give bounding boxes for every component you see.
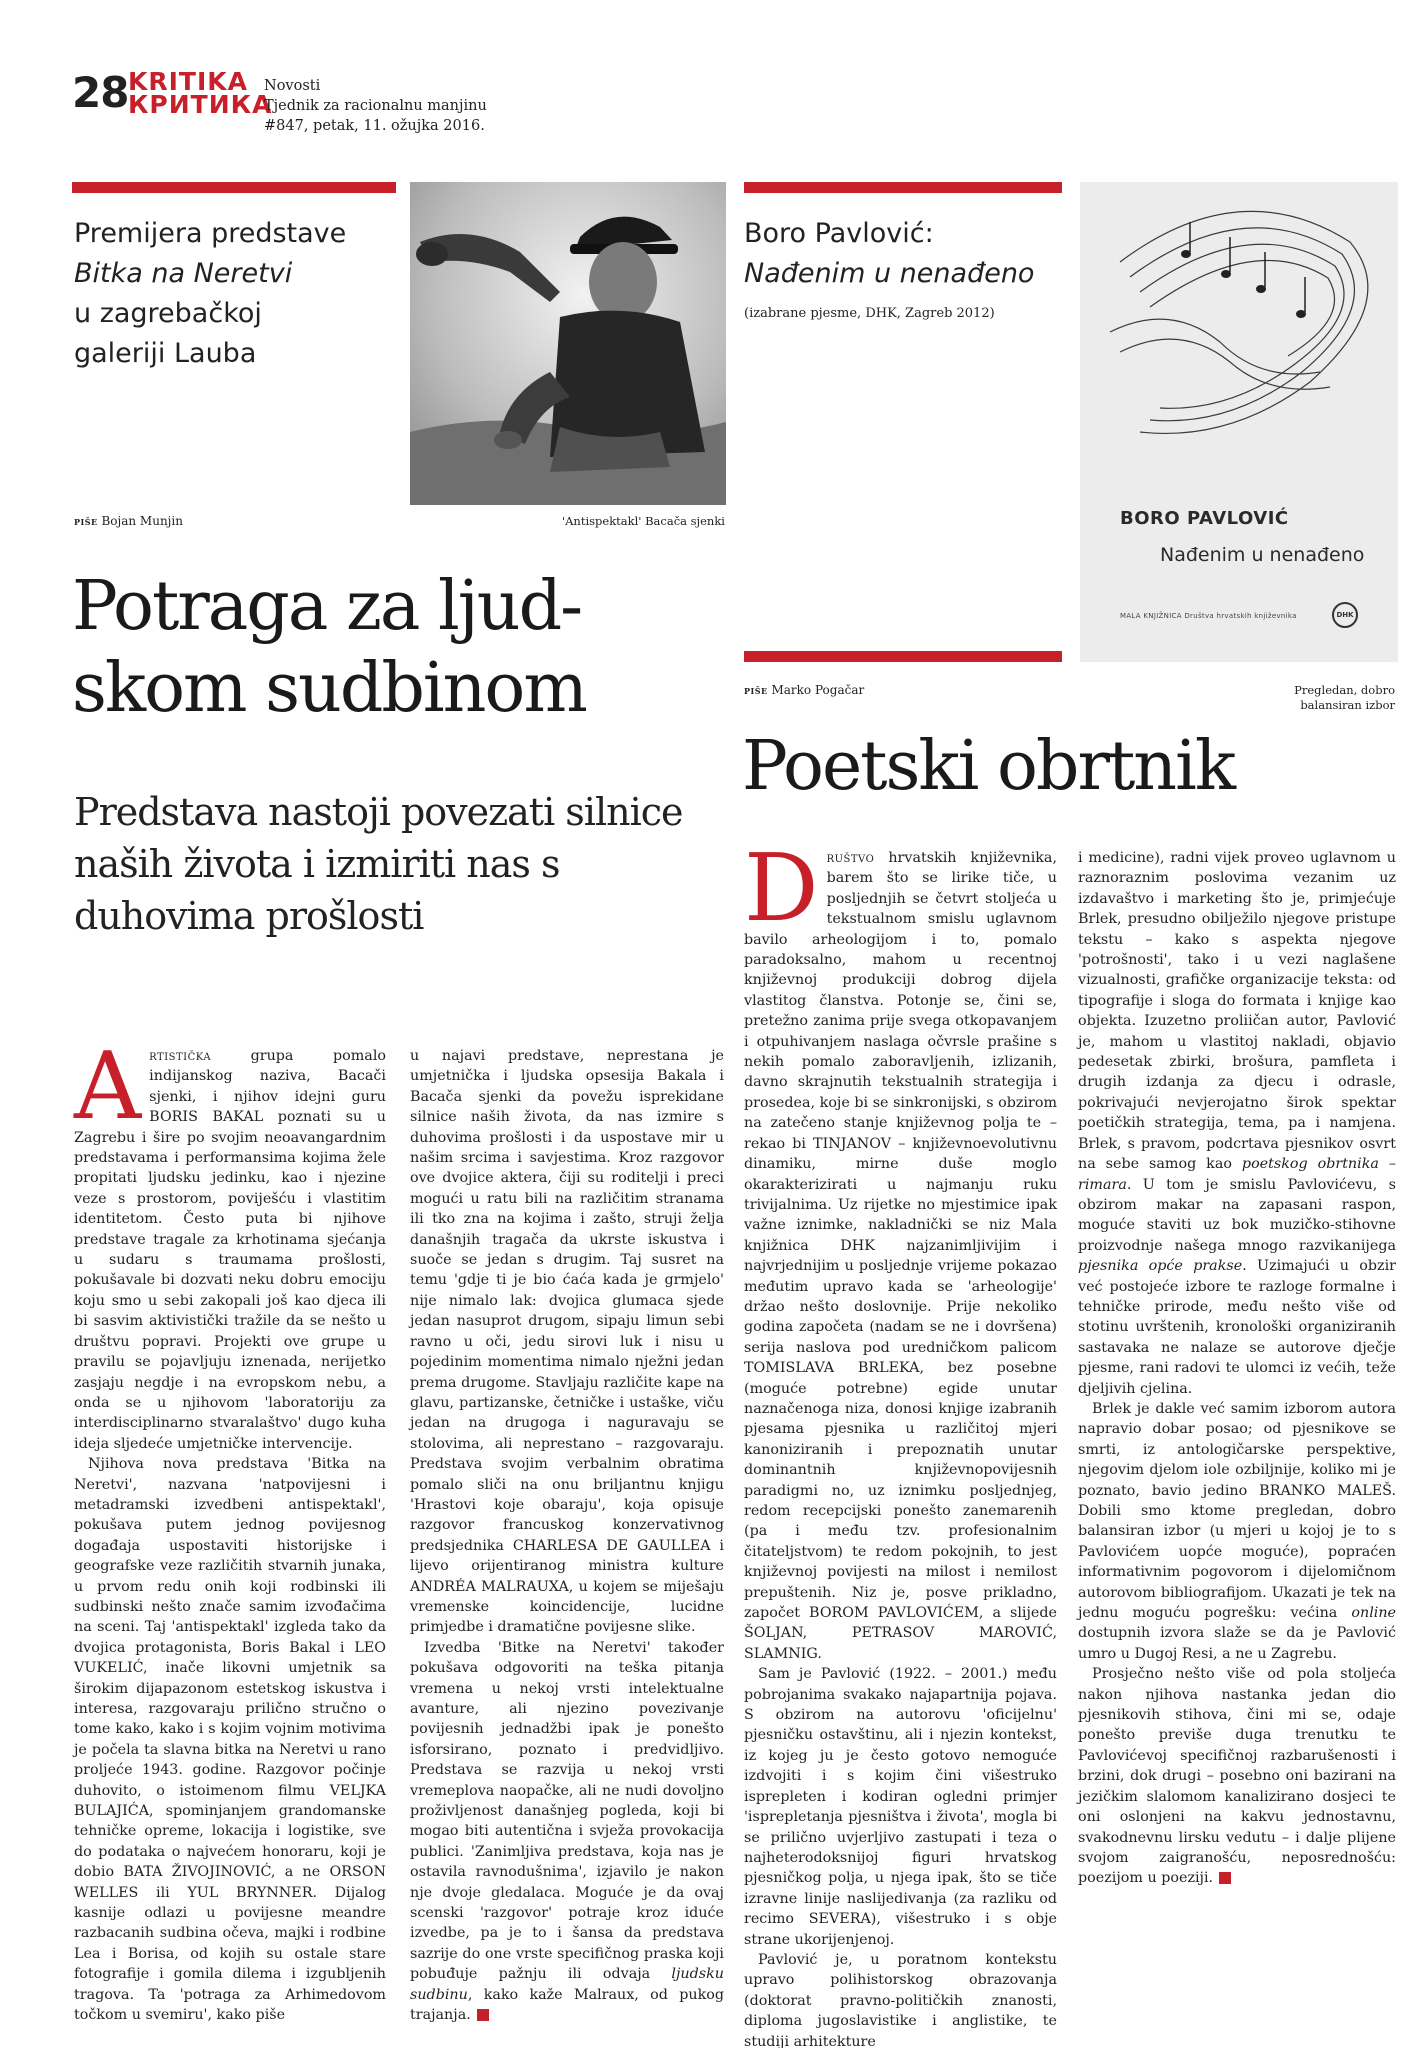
right-headline: Poetski obrtnik (742, 727, 1235, 806)
paragraph: u najavi predstave, neprestana je umjetnička i ljudska opsesija Bakala i Bacača sjenki da povežu isprekidane silnice naših života, da nas izmire s duhovima prošlosti i da uspostave mir u našim srcima i savjestima. Kroz razgovor ove dvojice aktera, čiji su roditelji i preci mogući u ratu bili na različitim stranama ili tko zna na kojima i zašto, struji želja današnjih tragača da ukrste iskustva i suoče se jedan s drugim. Taj susret na temu 'gdje ti je bio ćaća kada je grmjelo' nije nimalo lak: dvojica glumaca sjede jedan nasuprot drugom, sipaju limun sebi ravno u oči, jedu sirovi luk i nisu u pojedinim momentima nimalo nježni jedan prema drugome. Stavljaju različite kape na glavu, partizanske, četničke i ustaške, viču jedan na drugoga i naguravaju se stolovima, ali neprestano – razgovaraju. Predstava svojim verbalnim obratima pomalo sliči na onu briljantnu knjigu 'Hrastovi koje obaraju', koja opisuje razgovor francuskog konzervativnog predsjednika CHARLESA DE GAULLEA i lijevo orijentiranog ministra kulture ANDRÉA MALRAUXA, u kojem se miješaju vremenske koincidencije, lucidne primjedbe i dramatične povijesne slike. (410, 1048, 724, 1636)
byline-author: Bojan Munjin (101, 514, 183, 528)
italic-phrase: pjesnika opće prakse (1078, 1258, 1243, 1275)
lead-in: rtistička (149, 1048, 212, 1064)
left-article-column-1 (74, 1032, 386, 2026)
paragraph (1078, 1664, 1396, 1888)
left-article-column-2 (410, 1046, 724, 2026)
right-mid-rule (744, 651, 1062, 662)
performer-image (410, 182, 726, 505)
paragraph-text: . U tom je smislu Pavlovićevu, s obzirom makar na zapasani raspon, moguće staviti uz bok muzičko-stihovne proizvodnje našega mnogo razvikanijega (1078, 1176, 1396, 1254)
end-mark-icon (1219, 1872, 1231, 1884)
paragraph-text: Prosječno nešto više od pola stoljeća nakon njihova nastanka jedan dio pjesnikovih stihova, čini mi se, odaje ponešto previše duga trenutku te Pavlovićevoj specifičnoj razbarušenosti i brzini, dok drugi – posebno oni bazirani na jezičkim slalomom kanalizirano dosjeci te oni oslonjeni na kakvu jednostavnu, svakodnevnu lirsku vedutu – i dalje plijene svojom zaigranošću, neposrednošću: poezijom u poeziji. (1078, 1666, 1396, 1887)
paragraph-text: hrvatskih književnika, barem što se lirike tiče, u posljednjih se četvrt stoljeća u tekstualnom smislu uglavnom bavilo arheologijom i to, pomalo paradoksalno, mahom u recentnoj književnoj produkciji dobrog dijela vlastitog članstva. Potonje se, čini se, pretežno zanima prije svega otkopavanjem i otpuhivanjem naslaga očvrsle prašine s nekih pomalo zaboravljenih, izlizanih, davno skrajnutih tekstualnih strategija i prosedea, koje bi se sinkronijski, s obzirom na zatečeno stanje književnog polja te – rekao bi TINJANOV – književnoevolutivnu dinamiku, mirne duše moglo okarakterizirati u najmanju ruku trivijalnima. Uz rijetke no mjestimice ipak važne iznimke, nakladnički se niz Mala knjižnica DHK najzanimljivijim i najvrjednijim u posljednje vrijeme pokazao međutim upravo kada se 'arheologije' držao nešto doslovnije. Prije nekoliko godina započeta (nadam se ne i dovršena) serija naslova pod uredničkom palicom TOMISLAVA BRLEKA, bez posebne (moguće potrebne) egide unutar naznačenoga niza, donosi knjige izabranih pjesama pjesnika u različitoj mjeri kanoniziranih i prepoznatih unutar dominantnih književnopovijesnih paradigmi no, uz iznimku posljednjeg, redom recepcijski ponešto zanemarenih (pa i među tzv. profesionalnim čitateljstvom) te redom pokojnih, to jest književnoj povijesti na milost i nemilost prepuštenih. Niz je, posve prikladno, započet BOROM PAVLOVIĆEM, a slijede ŠOLJAN, PETRASOV MAROVIĆ, SLAMNIG. (744, 850, 1057, 1662)
masthead (264, 76, 487, 136)
paragraph: Pavlović je, u poratnom kontekstu upravo polihistorskog obrazovanja (doktorat pravno-političkih znanosti, diploma jugoslavistike i anglistike, te studiji arhitekture (744, 1951, 1057, 2048)
paragraph (74, 1032, 386, 1454)
book-title: Nađenim u nenađeno (1160, 544, 1365, 566)
logo-latin: KRITIKA (128, 67, 249, 96)
right-kicker-line: Boro Pavlović: (744, 218, 934, 249)
italic-phrase: ljudsku sudbinu (410, 1966, 724, 2003)
byline-author: Marko Pogačar (771, 683, 865, 697)
book-publisher: MALA KNJIŽNICA Društva hrvatskih književnika (1120, 612, 1297, 620)
issue-date: #847, petak, 11. ožujka 2016. (264, 118, 485, 134)
paragraph-text: , kako kaže Malraux, od pukog trajanja. (410, 1986, 724, 2024)
performance-photo (410, 182, 726, 505)
photo-caption: 'Antispektakl' Bacača sjenki (561, 514, 725, 528)
byline-label: piše (744, 683, 768, 697)
paragraph-text: . Uzimajući u obzir već postojeće izbore te razloge formalne i tehničke prirode, među nešto više od stotinu uvrštenih, kronološki organiziranih sastavaka ne nalaze se autorove dječje pjesme, rani radovi te ulomci iz većih, teže djeljivih cjelina. (1078, 1258, 1396, 1397)
paragraph (410, 1638, 724, 2026)
paragraph-text: Brlek je dakle već samim izborom autora napravio dobar posao; od pjesnikove se smrti, iz antologičarske perspektive, njegovim djelom iole ozbiljnije, koliko mi je poznato, bavio jedino BRANKO MALEŠ. Dobili smo ktome pregledan, dobro balansiran izbor (u mjeri u kojoj je to s Pavlovićem uopće moguće), popraćen informativnim pogovorom i dijelomičnom autorovom bibliografijom. Ukazati je tek na jednu moguću pogrešku: većina (1078, 1400, 1396, 1622)
book-author: BORO PAVLOVIĆ (1120, 508, 1289, 529)
logo-cyrillic: КРИТИКА (128, 90, 273, 119)
left-deck: Predstava nastoji povezati silnice naših života i izmiriti nas s duhovima prošlosti (74, 790, 683, 938)
lead-in: ruštvo (826, 850, 875, 866)
italic-phrase: poetskog obrtnika – rimara (1078, 1156, 1396, 1193)
left-headline-line: Potraga za ljud- (72, 567, 582, 646)
right-article-column-1 (744, 834, 1057, 2048)
right-byline (744, 683, 864, 697)
book-cover-art (1080, 182, 1398, 662)
left-byline (74, 514, 183, 528)
left-kicker-line: Premijera predstave (74, 218, 347, 249)
paragraph-text: dostupnih izvora slaže se da je Pavlović umro u Dugoj Resi, a ne u Zagrebu. (1078, 1625, 1396, 1662)
drop-cap: D (744, 834, 819, 942)
right-article-column-2 (1078, 848, 1396, 1889)
paragraph-text: grupa pomalo indijanskog naziva, Bacači sjenki, i njihov idejni guru BORIS BAKAL poznati su u Zagrebu i šire po svojim neoavangardnim predstavama i performansima kojima žele propitati ljudsku jedinku, kao i njezine veze s prostorom, poviješću i vlastitim identitetom. Često puta bi njihove predstave tragale za krhotinama sjećanja u sudaru s traumama prošlosti, pokušavale bi dozvati neku dobru emociju koju smo u sebi zakopali još kao djeca ili bi sasvim aktivistički tražile da se nešto u društvu popravi. Projekti ove grupe u pravilu se pojavljuju iznenada, nerijetko zasjaju negdje i na evropskom nebu, a onda se u njihovom 'laboratoriju za interdisciplinarno stvaralaštvo' dugo kuha ideja sljedeće umjetničke intervencije. (74, 1048, 386, 1452)
paragraph (1078, 1399, 1396, 1664)
left-kicker (74, 214, 394, 374)
section-logo (128, 67, 273, 119)
italic-phrase: online (1351, 1605, 1397, 1622)
paragraph-text: Izvedba 'Bitke na Neretvi' također pokušava odgovoriti na teška pitanja vremena u nekoj vrsti intelektualne avanture, ali njezino povezivanje povijesnih jednadžbi ipak je ponešto isforsirano, poznato i predvidljivo. Predstava se razvija u nekoj vrsti vremeplova naopačke, ali ne nudi dovoljno proživljenost današnjeg pogleda, koji bi mogao biti autentična i svježa provokacija publici. 'Zanimljiva predstava, koja nas je ostavila ravnodušnima', izjavilo je nakon nje dvoje gledalaca. Moguće je da ovaj scenski 'razgovor' potraje kroz iduće izvedbe, pa je to i šansa da predstava sazrije do one vrste specifičnog praska koji pobuđuje pažnju ili odvaja (410, 1639, 724, 1983)
page-number: 28 (72, 68, 129, 117)
paragraph (744, 834, 1057, 1664)
left-headline (72, 566, 732, 730)
paragraph: Njihova nova predstava 'Bitka na Neretvi', nazvana 'natpovijesni i metadramski izvedbeni antispektakl', pokušava putem jednog povijesnog događaja uspostaviti historijske i geografske veze različitih stvarnih junaka, u prvom redu onih koji rodbinski ili sudbinski nešto znače samim izvođačima na sceni. Taj 'antispektakl' izgleda tako da dvojica protagonista, Boris Bakal i LEO VUKELIĆ, inače likovni umjetnik sa širokim dijapazonom estetskog iskustva i interesa, razgovaraju prilično stručno o tome kako, kako i s kojim vojnim motivima je počela ta slavna bitka na Neretvi u rano proljeće 1943. godine. Razgovor počinje duhovito, o istoimenom filmu VELJKA BULAJIĆA, spominjanjem grandomanske tehničke opreme, lokacija i logistike, sve do podataka o najvećem honoraru, koji je dobio BATA ŽIVOJINOVIĆ, a ne ORSON WELLES ili YUL BRYNNER. Dijalog kasnije odlazi u povijesne meandre razbacanih sudbina očeva, majki i rodbine Lea i Borisa, od kojih su ostale stare fotografije i gomila dilema i izgubljenih tragova. Ta 'potraga za Arhimedovom točkom u svemiru', kako piše (74, 1456, 386, 2024)
left-kicker-line: u zagrebačkoj (74, 298, 262, 329)
paragraph (1078, 848, 1396, 1399)
left-top-rule (72, 182, 396, 193)
left-kicker-play-title: Bitka na Neretvi (74, 258, 293, 289)
book-caption: Pregledan, dobro balansiran izbor (1294, 683, 1395, 712)
publisher-logo: DHK (1332, 602, 1358, 628)
left-kicker-line: galeriji Lauba (74, 338, 257, 369)
end-mark-icon (477, 2009, 489, 2021)
right-kicker-book-title: Nađenim u nenađeno (744, 258, 1035, 289)
drop-cap: A (74, 1032, 142, 1140)
right-kicker (744, 214, 1064, 294)
right-top-rule (744, 182, 1062, 193)
publication-tagline: Tjednik za racionalnu manjinu (264, 98, 487, 114)
publication-name: Novosti (264, 78, 321, 94)
book-cover (1080, 182, 1398, 662)
paragraph: Sam je Pavlović (1922. – 2001.) među pobrojanima svakako najapartnija pojava. S obzirom na autorovu 'oficijelnu' pjesničku ostavštinu, ali i njezin kontekst, iz kojeg ju je često gotovo nemoguće izdvojiti i s kojim čini višestruko isprepleten i kodiran ogledni primjer 'isprepletanja pjesništva i života', mogla bi se prilično uvjerljivo zastupati i teza o najheterodoksnijoj figuri hrvatskog pjesničkog polja, u njega ipak, što se tiče izravne linije naslijedivanja (za razliku od recimo SEVERA), višestruko i s obje strane ukorijenjenoj. (744, 1666, 1057, 1948)
left-headline-line: skom sudbinom (72, 649, 586, 728)
book-details: (izabrane pjesme, DHK, Zagreb 2012) (744, 306, 995, 321)
byline-label: piše (74, 514, 98, 528)
paragraph-text: i medicine), radni vijek proveo uglavnom u raznoraznim poslovima vezanim uz izdavaštvo i marketing što je, primjećuje Brlek, presudno obilježilo njegove pristupe tekstu – kako s aspekta njegove 'potrošnosti', tako i u vezi naglašene vizualnosti, grafičke organizacije teksta: od tipografije i sloga do formata i knjige kao objekta. Izuzetno proliičan autor, Pavlović je, mahom u vlastitoj nakladi, objavio pedesetak zbirki, brošura, pamfleta i drugih izdanja za djecu i odrasle, pokrivajući nevjerojatno širok spektar poetičkih strategija, tema, pa i namjena. Brlek, s pravom, podcrtava pjesnikov osvrt na sebe samog kao (1078, 850, 1396, 1173)
